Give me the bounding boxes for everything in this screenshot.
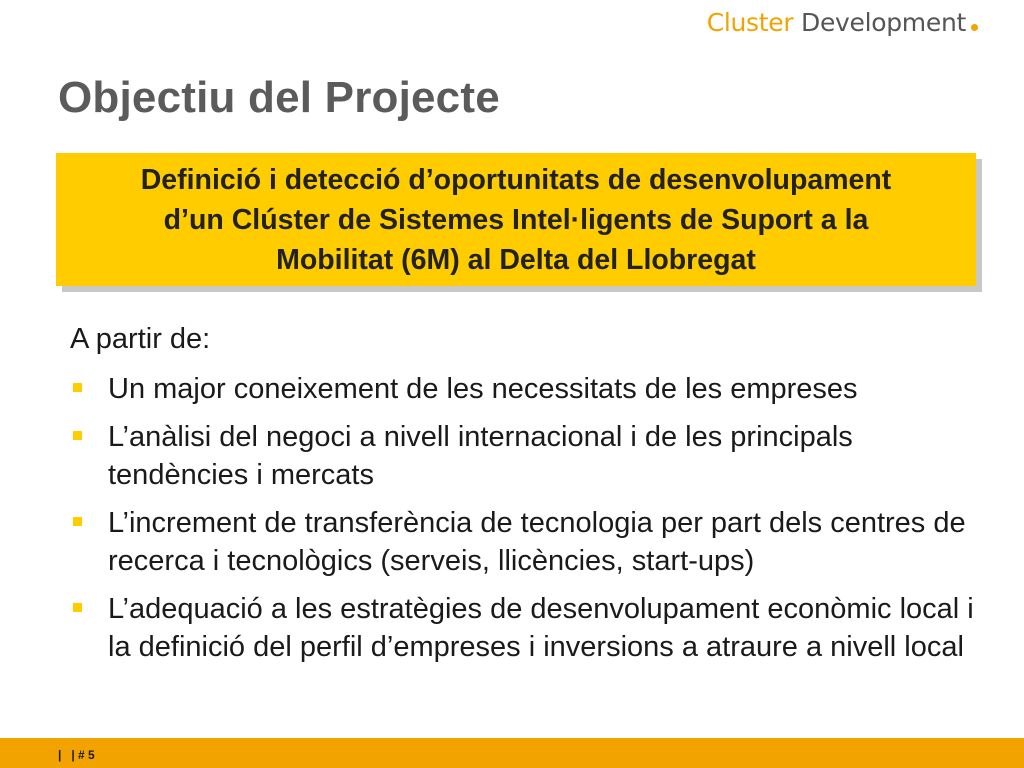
logo-dot-icon xyxy=(971,24,978,31)
bullet-text: L’anàlisi del negoci a nivell internacional i de les principals tendències i mercats xyxy=(108,421,853,491)
objective-box xyxy=(56,153,976,286)
bullet-text: L’adequació a les estratègies de desenvolupament econòmic local i la definició del perfil d’empreses i inversions a atraure a nivell local xyxy=(108,593,974,663)
square-bullet-icon xyxy=(73,603,82,612)
objective-line-1: Definició i detecció d’oportunitats de desenvolupament xyxy=(140,163,892,196)
bullet-item xyxy=(70,370,1000,408)
bullet-text: Un major coneixement de les necessitats de les empreses xyxy=(108,373,858,405)
square-bullet-icon xyxy=(73,431,82,440)
objective-text xyxy=(141,160,892,280)
footer-bar xyxy=(0,738,1024,768)
square-bullet-icon xyxy=(73,517,82,526)
bullet-item xyxy=(70,590,1000,666)
bullet-item xyxy=(70,504,1000,580)
slide-number: | | # 5 xyxy=(58,748,95,762)
square-bullet-icon xyxy=(73,383,82,392)
bullet-list xyxy=(70,370,1000,676)
cluster-development-logo xyxy=(707,8,978,37)
intro-text: A partir de: xyxy=(70,323,211,355)
logo-word-cluster: Cluster xyxy=(706,8,794,37)
objective-line-2: d’un Clúster de Sistemes Intel·ligents de Suport a la xyxy=(163,203,869,236)
page-title: Objectiu del Projecte xyxy=(58,73,500,122)
objective-line-3: Mobilitat (6M) al Delta del Llobregat xyxy=(276,243,756,276)
logo-word-development: Development xyxy=(793,8,966,37)
bullet-item xyxy=(70,418,1000,494)
bullet-text: L’increment de transferència de tecnologia per part dels centres de recerca i tecnològics (serveis, llicències, start-ups) xyxy=(108,507,966,577)
